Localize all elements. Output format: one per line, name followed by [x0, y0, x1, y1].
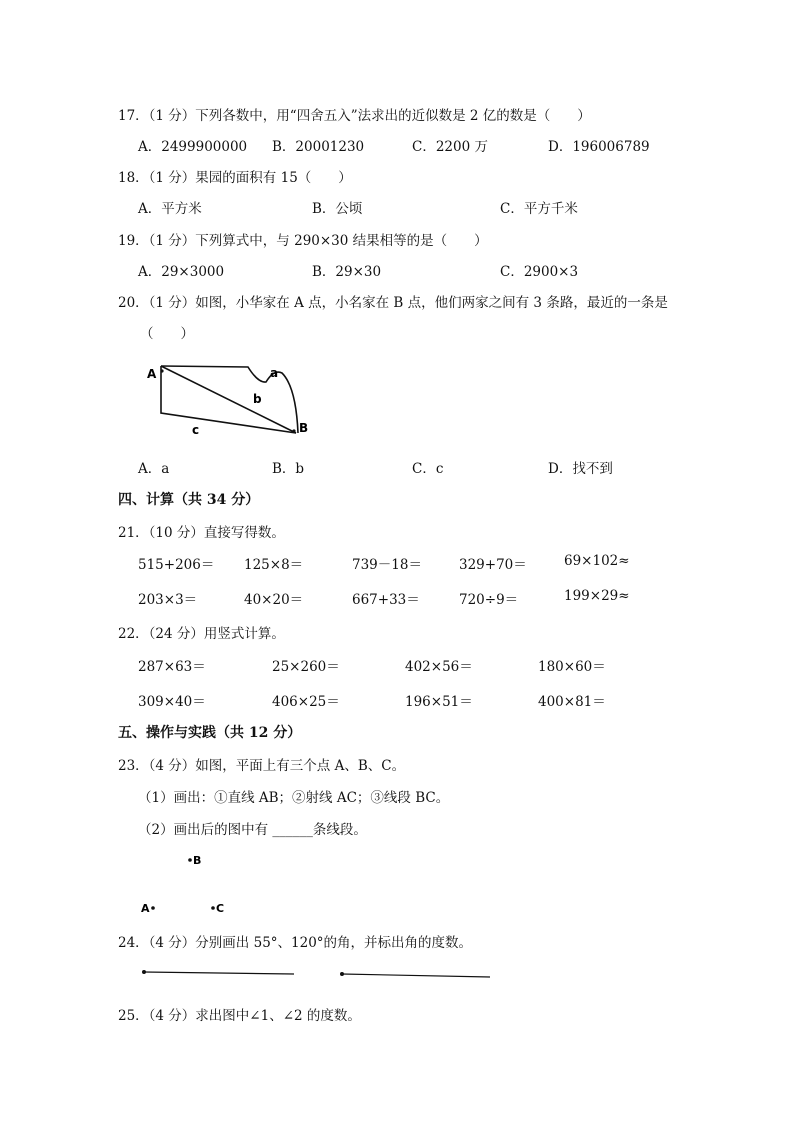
q21-item: 69×102≈ [564, 553, 630, 569]
q21-item: 329+70＝ [459, 557, 527, 573]
q21-item: 125×8＝ [244, 557, 304, 573]
q21-item: 199×29≈ [564, 588, 630, 604]
q21-item: 739－18＝ [352, 557, 422, 573]
q20-option-b: B．b [272, 461, 305, 477]
q25-stem: 25．（4 分）求出图中∠1、∠2 的度数。 [118, 1008, 361, 1024]
q22-item: 180×60＝ [538, 659, 606, 675]
q17-option-d: D．196006789 [548, 139, 650, 155]
q23-sub2-prefix: （2）画出后的图中有 [138, 822, 273, 838]
q20-label-b: b [253, 392, 262, 406]
q17-option-b: B．20001230 [272, 139, 365, 155]
q17-option-a: A．2499900000 [138, 139, 248, 155]
q20-route-figure [140, 355, 320, 445]
q22-item: 287×63＝ [138, 659, 206, 675]
q17-stem: 17．（1 分）下列各数中，用“四舍五入”法求出的近似数是 2 亿的数是（ ） [118, 108, 591, 124]
q19-stem: 19．（1 分）下列算式中，与 290×30 结果相等的是（ ） [118, 233, 488, 249]
q24-stem: 24．（4 分）分别画出 55°、120°的角，并标出角的度数。 [118, 935, 473, 951]
q21-item: 515+206＝ [138, 557, 215, 573]
section-5-heading: 五、操作与实践（共 12 分） [118, 725, 302, 741]
q23-stem: 23．（4 分）如图，平面上有三个点 A、B、C。 [118, 758, 406, 774]
q23-sub2-suffix: 条线段。 [312, 822, 367, 838]
q20-option-d: D．找不到 [548, 461, 613, 477]
q19-option-a: A．29×3000 [138, 264, 225, 280]
q18-option-a: A．平方米 [138, 201, 202, 217]
q24-ray-figure [138, 964, 498, 984]
q22-item: 196×51＝ [405, 694, 473, 710]
q20-label-a: a [270, 366, 279, 380]
q21-stem: 21．（10 分）直接写得数。 [118, 525, 285, 541]
q21-item: 667+33＝ [352, 592, 420, 608]
q22-item: 402×56＝ [405, 659, 473, 675]
q23-point-A: A [141, 902, 150, 915]
q20-label-c: c [192, 423, 200, 437]
q18-option-c: C．平方千米 [500, 201, 578, 217]
q21-item: 40×20＝ [244, 592, 304, 608]
q21-item: 720÷9＝ [459, 592, 519, 608]
q23-points-figure [135, 845, 245, 920]
q19-option-c: C．2900×3 [500, 264, 579, 280]
q23-sub1: （1）画出：①直线 AB；②射线 AC；③线段 BC。 [138, 790, 450, 806]
q22-item: 309×40＝ [138, 694, 206, 710]
q22-item: 25×260＝ [272, 659, 340, 675]
q20-label-B: B [299, 421, 309, 435]
q20-option-c: C．c [412, 461, 444, 477]
q20-option-a: A．a [138, 461, 170, 477]
section-4-heading: 四、计算（共 34 分） [118, 492, 260, 508]
q21-item: 203×3＝ [138, 592, 198, 608]
q19-option-b: B．29×30 [312, 264, 382, 280]
q23-point-C: C [216, 902, 225, 915]
q22-item: 400×81＝ [538, 694, 606, 710]
q20-paren: （ ） [140, 326, 194, 342]
q20-label-A: A [147, 367, 157, 381]
q17-option-c: C．2200 万 [412, 139, 488, 155]
q18-option-b: B．公顷 [312, 201, 363, 217]
q23-answer-blank[interactable]: ______ [272, 822, 313, 838]
q20-stem: 20．（1 分）如图，小华家在 A 点，小名家在 B 点，他们两家之间有 3 条路，最近的一条是 [118, 295, 668, 311]
q23-point-B: B [193, 854, 202, 867]
q18-stem: 18．（1 分）果园的面积有 15（ ） [118, 170, 352, 186]
q22-item: 406×25＝ [272, 694, 340, 710]
q22-stem: 22．（24 分）用竖式计算。 [118, 626, 285, 642]
q23-sub2 [138, 818, 367, 838]
